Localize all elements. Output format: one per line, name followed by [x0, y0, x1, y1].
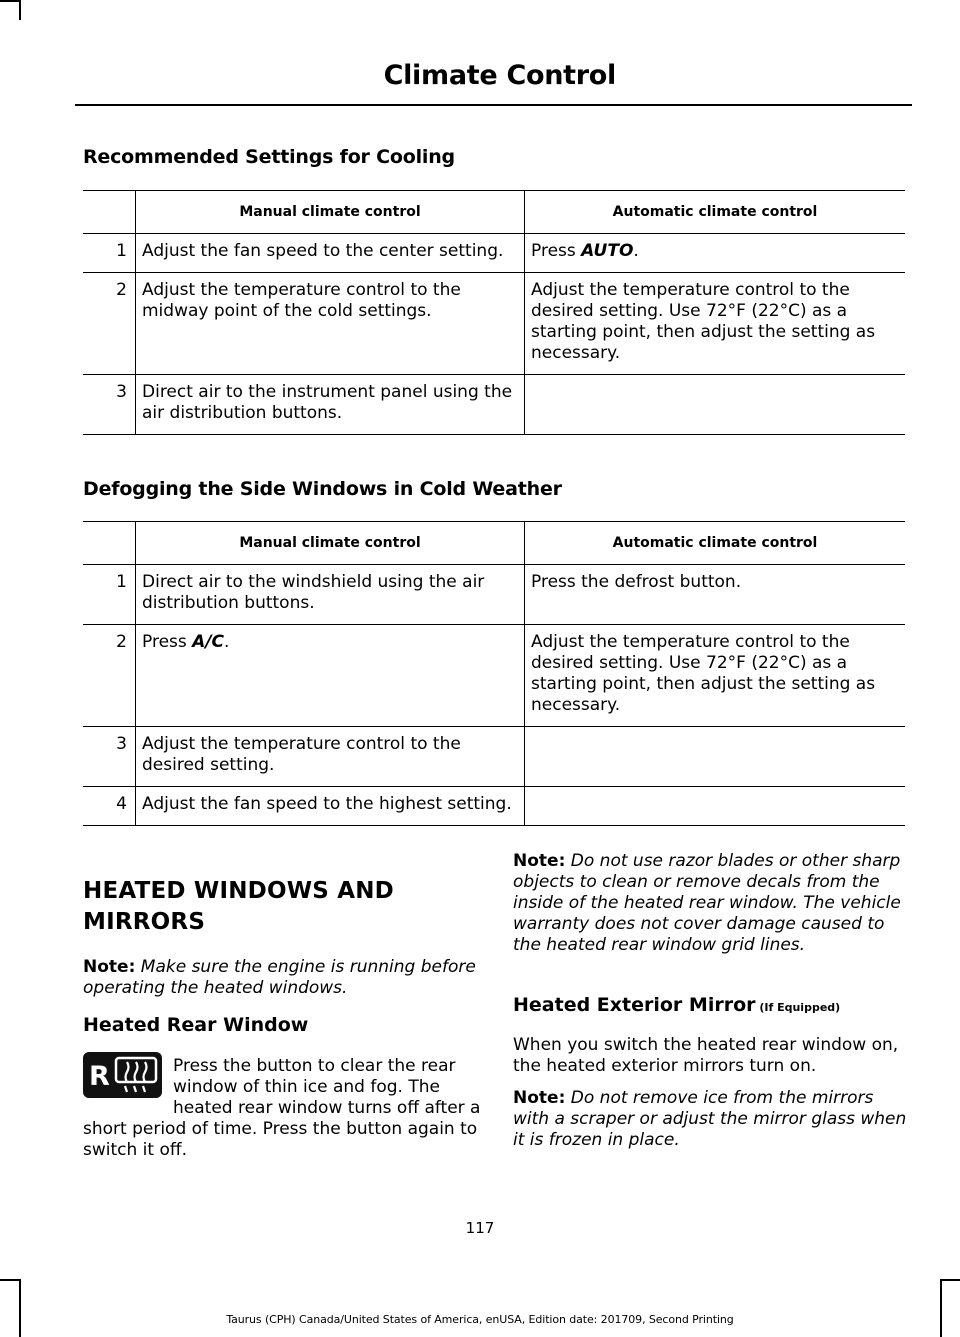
razor-blade-note: [513, 851, 908, 956]
manual-cell: Press A/C.: [136, 625, 525, 727]
table-header-row: [83, 522, 905, 565]
note-label: Note:: [513, 851, 566, 871]
auto-cell: [525, 787, 906, 826]
note-text: Do not use razor blades or other sharp objects to clean or remove decals from the inside of the heated rear window. The vehicle warranty does not cover damage caused to the heated rear window grid lines.: [513, 851, 901, 955]
header-rule: [75, 104, 912, 106]
heading-line-1: HEATED WINDOWS AND: [83, 878, 394, 904]
auto-cell: Press AUTO.: [525, 234, 906, 273]
heated-mirror-heading: Heated Exterior Mirror (If Equipped): [513, 994, 841, 1016]
auto-cell: Adjust the temperature control to the desired setting. Use 72°F (22°C) as a starting point, then adjust the setting as necessary.: [525, 273, 906, 375]
footer-edition: Taurus (CPH) Canada/United States of America, enUSA, Edition date: 201709, Second Printing: [226, 1313, 734, 1326]
table-header-num: [83, 522, 136, 565]
heated-mirror-body: When you switch the heated rear window on, the heated exterior mirrors turn on.: [513, 1035, 899, 1076]
cooling-settings-table: [83, 190, 905, 435]
page-number: 117: [465, 1219, 495, 1237]
ac-button-label: A/C: [192, 632, 224, 652]
row-number: 3: [83, 727, 136, 787]
page-header-title: Climate Control: [383, 60, 616, 91]
row-number: 2: [83, 273, 136, 375]
auto-cell: [525, 727, 906, 787]
row-number: 4: [83, 787, 136, 826]
crop-mark-bottom-right-v: [940, 1279, 942, 1337]
auto-button-label: AUTO: [581, 241, 634, 261]
icon-float-spacer: [83, 1056, 173, 1119]
heated-windows-heading: [83, 876, 483, 938]
rear-defrost-letter: R: [89, 1061, 110, 1092]
note-text: Do not remove ice from the mirrors with a scraper or adjust the mirror glass when it is frozen in place.: [513, 1088, 907, 1150]
table-header-auto: Automatic climate control: [525, 191, 906, 234]
table-row: [83, 234, 905, 273]
rear-window-body: Press the button to clear the rear window of thin ice and fog. The heated rear window turns off after a short period of time. Press the button again to switch it off.: [83, 1056, 481, 1160]
section-title-cooling: Recommended Settings for Cooling: [83, 146, 455, 168]
manual-cell: Adjust the temperature control to the desired setting.: [136, 727, 525, 787]
table-header-manual: Manual climate control: [136, 191, 525, 234]
table-row: [83, 727, 905, 787]
manual-cell: Direct air to the windshield using the air distribution buttons.: [136, 565, 525, 625]
auto-cell: Adjust the temperature control to the desired setting. Use 72°F (22°C) as a starting point, then adjust the setting as necessary.: [525, 625, 906, 727]
manual-cell: Direct air to the instrument panel using the air distribution buttons.: [136, 375, 525, 435]
crop-mark-top-left-v: [19, 0, 21, 20]
auto-cell: Press the defrost button.: [525, 565, 906, 625]
table-row: [83, 273, 905, 375]
crop-mark-bottom-left-v: [19, 1279, 21, 1337]
heading-line-2: MIRRORS: [83, 909, 206, 935]
manual-cell: Adjust the fan speed to the highest setting.: [136, 787, 525, 826]
mirror-ice-note: [513, 1088, 908, 1151]
row-number: 2: [83, 625, 136, 727]
manual-cell: Adjust the temperature control to the midway point of the cold settings.: [136, 273, 525, 375]
crop-mark-top-left: [0, 0, 20, 2]
table-row: [83, 565, 905, 625]
table-header-row: [83, 191, 905, 234]
table-header-manual: Manual climate control: [136, 522, 525, 565]
table-row: [83, 625, 905, 727]
row-number: 1: [83, 234, 136, 273]
table-row: [83, 375, 905, 435]
crop-mark-bottom-right: [940, 1279, 960, 1281]
heated-rear-window-heading: Heated Rear Window: [83, 1014, 309, 1036]
note-label: Note:: [83, 957, 136, 977]
section-title-defogging: Defogging the Side Windows in Cold Weather: [83, 478, 562, 500]
auto-cell: [525, 375, 906, 435]
defogging-table: [83, 521, 905, 826]
table-row: [83, 787, 905, 826]
table-header-num: [83, 191, 136, 234]
note-text: Make sure the engine is running before operating the heated windows.: [83, 957, 476, 998]
table-header-auto: Automatic climate control: [525, 522, 906, 565]
row-number: 1: [83, 565, 136, 625]
manual-cell: Adjust the fan speed to the center setting.: [136, 234, 525, 273]
crop-mark-bottom-left: [0, 1279, 20, 1281]
engine-note: [83, 957, 483, 999]
note-label: Note:: [513, 1088, 566, 1108]
row-number: 3: [83, 375, 136, 435]
